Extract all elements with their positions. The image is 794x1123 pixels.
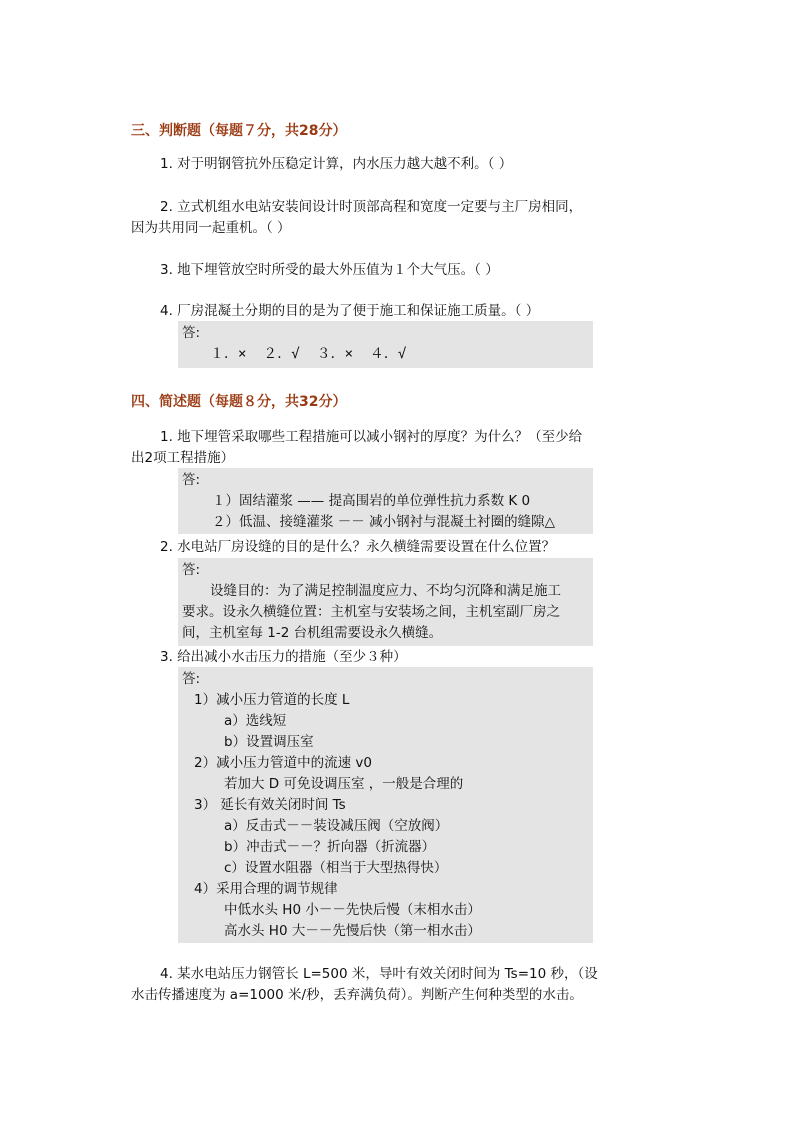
question-4-4-line1: 4. 某水电站压力钢管长 L=500 米，导叶有效关闭时间为 Ts=10 秒，（设 [160, 966, 598, 982]
answer-line: 若加大 D 可免设调压室 ，一般是合理的 [224, 776, 464, 792]
answer-label: 答: [182, 325, 201, 341]
question-3-2-line2: 因为共用同一起重机。（ ） [131, 220, 291, 236]
question-3-4: 4. 厂房混凝土分期的目的是为了便于施工和保证施工质量。（ ） [160, 303, 540, 319]
answer-line: 高水头 H0 大－－先慢后快（第一相水击） [224, 923, 481, 939]
answer-line: 设缝目的：为了满足控制温度应力、不均匀沉降和满足施工 [210, 583, 561, 599]
question-4-3: 3. 给出减小水击压力的措施（至少３种） [160, 649, 407, 665]
question-4-2: 2. 水电站厂房设缝的目的是什么？永久横缝需要设置在什么位置？ [160, 539, 556, 555]
answer-line: a）选线短 [224, 713, 287, 729]
answer-line: b）冲击式－－？折向器（折流器） [224, 839, 436, 855]
answer-line: １）固结灌浆 —— 提高围岩的单位弹性抗力系数 K 0 [212, 493, 531, 509]
answer-line: b）设置调压室 [224, 734, 314, 750]
answer-line: 中低水头 H0 小－－先快后慢（末相水击） [224, 902, 481, 918]
question-3-3: 3. 地下埋管放空时所受的最大外压值为１个大气压。（ ） [160, 262, 499, 278]
section-4-heading: 四、简述题（每题８分，共32分） [131, 394, 347, 410]
answer-line: 3） 延长有效关闭时间 Ts [194, 797, 346, 813]
question-4-4-line2: 水击传播速度为 a=1000 米/秒，丢弃满负荷）。判断产生何种类型的水击。 [131, 987, 583, 1003]
answer-line: 4）采用合理的调节规律 [194, 881, 338, 897]
answer-label: 答: [182, 472, 201, 488]
question-4-1-line1: 1. 地下埋管采取哪些工程措施可以减小钢衬的厚度？为什么？（至少给 [160, 429, 583, 445]
answer-line: c）设置水阻器（相当于大型热得快） [224, 860, 448, 876]
answer-line: 1）减小压力管道的长度 L [194, 692, 350, 708]
answer-line: ２）低温、接缝灌浆 －－ 减小钢衬与混凝土衬圈的缝隙△ [212, 514, 555, 530]
answer-label: 答: [182, 562, 201, 578]
answer-text: １．× ２．√ ３．× ４．√ [210, 346, 407, 362]
answer-box-4-1 [178, 468, 593, 534]
answer-box-4-3 [178, 667, 593, 943]
question-3-1: 1. 对于明钢管抗外压稳定计算，内水压力越大越不利。（ ） [160, 156, 513, 172]
answer-line: 要求。设永久横缝位置：主机室与安装场之间，主机室副厂房之 [182, 604, 560, 620]
question-4-1-line2: 出2项工程措施） [131, 450, 235, 466]
answer-line: 间，主机室每 1-2 台机组需要设永久横缝。 [182, 625, 443, 641]
section-3-heading: 三、判断题（每题７分，共28分） [131, 123, 347, 139]
answer-line: 2）减小压力管道中的流速 v0 [194, 755, 372, 771]
answer-box-4-2 [178, 558, 593, 646]
question-3-2-line1: 2. 立式机组水电站安装间设计时顶部高程和宽度一定要与主厂房相同， [160, 199, 583, 215]
answer-label: 答: [182, 671, 201, 687]
answer-line: a）反击式－－装设减压阀（空放阀） [224, 818, 449, 834]
answer-box-3 [178, 321, 593, 368]
